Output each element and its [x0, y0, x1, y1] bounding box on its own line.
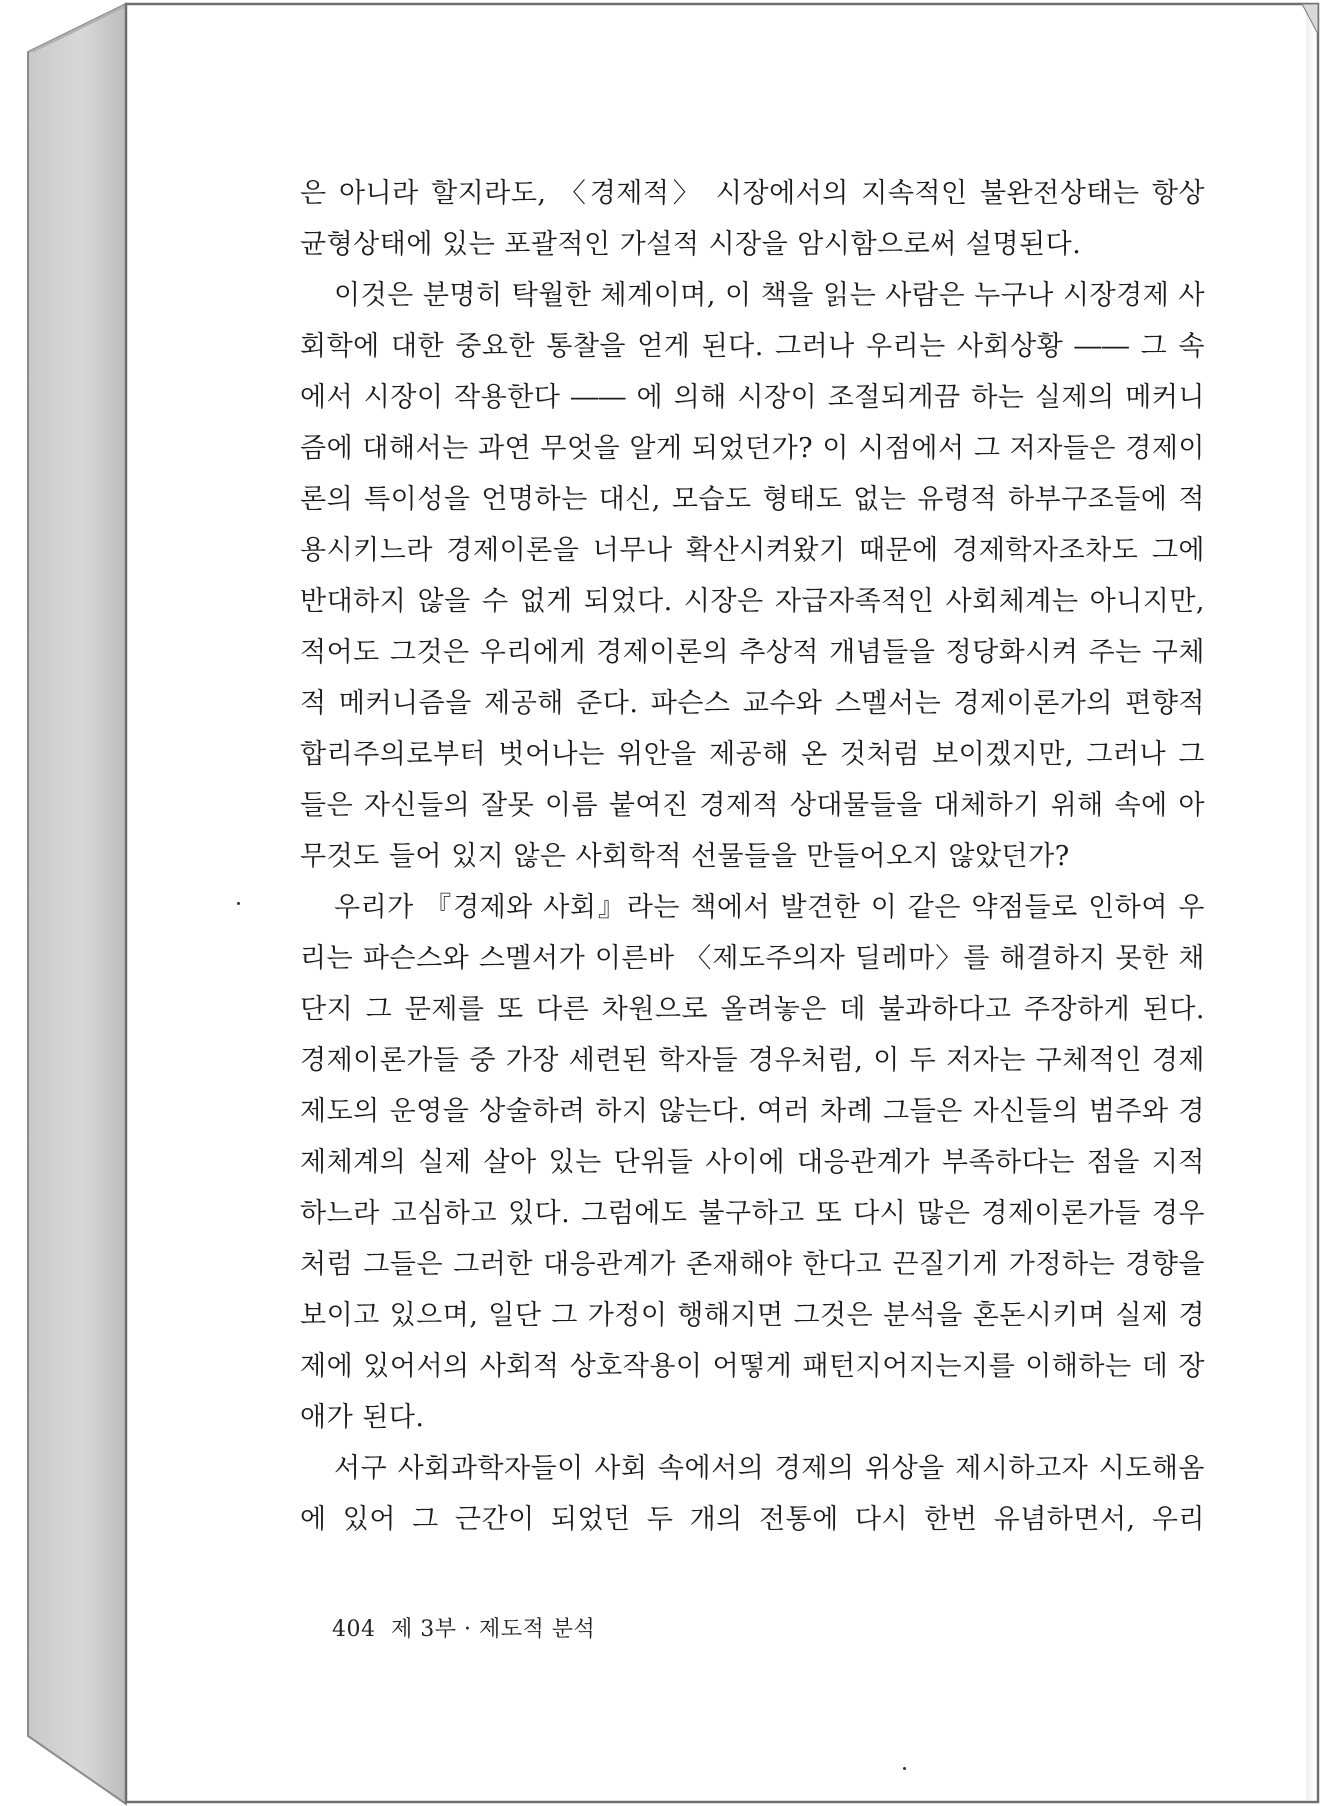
paragraph-1: 은 아니라 할지라도, 〈경제적〉 시장에서의 지속적인 불완전상태는 항상 균형상태에 있는 포괄적인 가설적 시장을 암시함으로써 설명된다. [300, 178, 1205, 260]
scan-speck [903, 1767, 906, 1770]
page-text-block [300, 168, 1205, 1545]
page-number: 404 [332, 1617, 376, 1642]
running-footer [332, 1612, 603, 1643]
scan-speck [237, 902, 240, 905]
paragraph-3: 우리가 『경제와 사회』라는 책에서 발견한 이 같은 약점들로 인하여 우리는 파슨스와 스멜서가 이른바 〈제도주의자 딜레마〉를 해결하지 못한 채 단지 그 문제를 또 다른 차원으로 올려놓은 데 불과하다고 주장하게 된다. 경제이론가들 중 가장 세련된 학자들 경우처럼, 이 두 저자는 구체적인 경제제도의 운영을 상술하려 하지 않는다. 여러 차례 그들은 자신들의 범주와 경제체계의 실제 살아 있는 단위들 사이에 대응관계가 부족하다는 점을 지적하느라 고심하고 있다. 그럼에도 불구하고 또 다시 많은 경제이론가들 경우처럼 그들은 그러한 대응관계가 존재해야 한다고 끈질기게 가정하는 경향을 보이고 있으며, 일단 그 가정이 행해지면 그것은 분석을 혼돈시키며 실제 경제에 있어서의 사회적 상호작용이 어떻게 패턴지어지는지를 이해하는 데 장애가 된다. [300, 892, 1205, 1433]
paragraph-4: 서구 사회과학자들이 사회 속에서의 경제의 위상을 제시하고자 시도해옴에 있어 그 근간이 되었던 두 개의 전통에 다시 한번 유념하면서, 우리 [300, 1453, 1205, 1535]
part-title: 제 3부 · 제도적 분석 [391, 1617, 596, 1642]
paragraph-2: 이것은 분명히 탁월한 체계이며, 이 책을 읽는 사람은 누구나 시장경제 사회학에 대한 중요한 통찰을 얻게 된다. 그러나 우리는 사회상황 ―― 그 속에서 시장이 작용한다 ―― 에 의해 시장이 조절되게끔 하는 실제의 메커니즘에 대해서는 과연 무엇을 알게 되었던가? 이 시점에서 그 저자들은 경제이론의 특이성을 언명하는 대신, 모습도 형태도 없는 유령적 하부구조들에 적용시키느라 경제이론을 너무나 확산시켜왔기 때문에 경제학자조차도 그에 반대하지 않을 수 없게 되었다. 시장은 자급자족적인 사회체계는 아니지만, 적어도 그것은 우리에게 경제이론의 추상적 개념들을 정당화시켜 주는 구체적 메커니즘을 제공해 준다. 파슨스 교수와 스멜서는 경제이론가의 편향적 합리주의로부터 벗어나는 위안을 제공해 온 것처럼 보이겠지만, 그러나 그들은 자신들의 잘못 이름 붙여진 경제적 상대물들을 대체하기 위해 속에 아무것도 들어 있지 않은 사회학적 선물들을 만들어오지 않았던가? [300, 280, 1205, 872]
